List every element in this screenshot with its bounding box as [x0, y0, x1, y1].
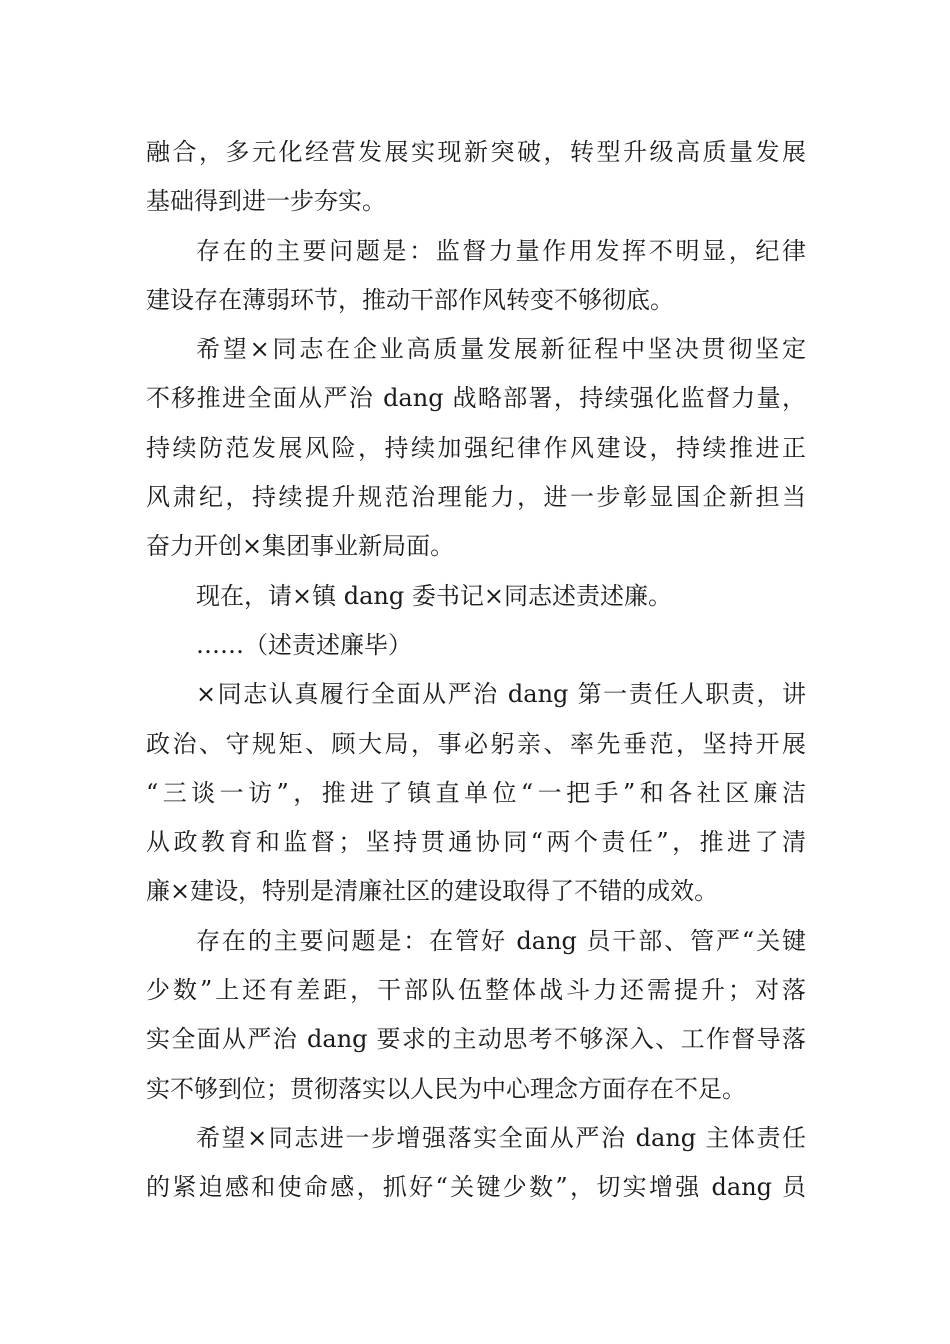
- text-line: 持续防范发展风险，持续加强纪律作风建设，持续推进正: [146, 433, 806, 462]
- text-line: 的紧迫感和使命感，抓好“关键少数”，切实增强 dang 员: [146, 1173, 806, 1202]
- text-line: 奋力开创×集团事业新局面。: [146, 532, 455, 561]
- text-line: 从政教育和监督；坚持贯通协同“两个责任”，推进了清: [146, 828, 806, 857]
- text-line: 融合，多元化经营发展实现新突破，转型升级高质量发展: [146, 138, 806, 166]
- text-line: 风肃纪，持续提升规范治理能力，进一步彰显国企新担当: [146, 483, 806, 512]
- text-line: 政治、守规矩、顾大局，事必躬亲、率先垂范，坚持开展: [146, 729, 806, 758]
- text-line: 基础得到进一步夯实。: [146, 187, 386, 216]
- text-line: 廉×建设，特别是清廉社区的建设取得了不错的成效。: [146, 877, 719, 906]
- text-line: 实不够到位；贯彻落实以人民为中心理念方面存在不足。: [146, 1074, 746, 1103]
- text-line: 不移推进全面从严治 dang 战略部署，持续强化监督力量，: [146, 384, 806, 413]
- text-line: 建设存在薄弱环节，推动干部作风转变不够彻底。: [146, 285, 674, 314]
- text-line: ×同志认真履行全面从严治 dang 第一责任人职责，讲: [196, 680, 806, 709]
- text-line: ……（述责述廉毕）: [196, 630, 412, 659]
- document-body: [146, 128, 806, 1213]
- text-line: 实全面从严治 dang 要求的主动思考不够深入、工作督导落: [146, 1025, 806, 1054]
- text-line: 存在的主要问题是：监督力量作用发挥不明显，纪律: [196, 236, 806, 265]
- text-line: 存在的主要问题是：在管好 dang 员干部、管严“关键: [196, 926, 806, 955]
- text-line: “三谈一访”，推进了镇直单位“一把手”和各社区廉洁: [146, 778, 806, 807]
- text-line: 现在，请×镇 dang 委书记×同志述责述廉。: [196, 581, 672, 610]
- text-line: 希望×同志在企业高质量发展新征程中坚决贯彻坚定: [196, 335, 806, 364]
- text-line: 少数”上还有差距，干部队伍整体战斗力还需提升；对落: [146, 976, 806, 1005]
- text-line: 希望×同志进一步增强落实全面从严治 dang 主体责任: [196, 1123, 806, 1152]
